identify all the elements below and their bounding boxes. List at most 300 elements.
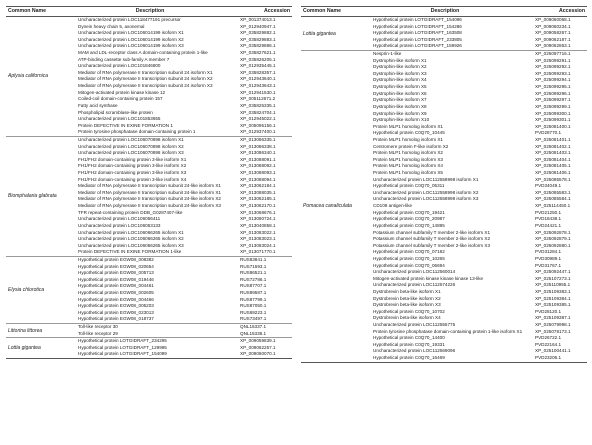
table-row xyxy=(301,117,587,124)
accession-cell: XP_005095156.1 xyxy=(240,122,276,128)
accession-cell: RUS87707.1 xyxy=(240,283,267,289)
table-row xyxy=(6,338,292,345)
accession-cell: RUS71593.1 xyxy=(240,263,267,269)
table-row xyxy=(301,37,587,44)
table-row xyxy=(6,96,292,103)
table-row xyxy=(301,296,587,303)
table-row xyxy=(301,51,587,58)
table-row xyxy=(301,144,587,151)
accession-cell: XP_013088092.1 xyxy=(240,163,276,169)
description-cell: Dystrobrevin beta-like isoform X3 xyxy=(373,302,441,308)
description-cell: Uncharacterized protein LOC101853655 xyxy=(78,116,161,122)
table-row xyxy=(301,236,587,243)
description-cell: Hypothetical protein C0Q70_20987 xyxy=(373,216,445,222)
accession-cell: RUS83841.1 xyxy=(240,256,267,262)
accession-cell: PVD23206.1 xyxy=(535,355,562,361)
accession-cell: XP_025099301.1 xyxy=(535,117,571,123)
description-cell: ATP-binding cassette sub-family A member 7 xyxy=(78,56,170,62)
species-name: Littorina littorea xyxy=(8,327,43,334)
description-cell: Uncharacterized protein LOC106014199 isoform X3 xyxy=(78,43,184,49)
accession-cell: XP_009060234.1 xyxy=(535,23,571,29)
table-row xyxy=(301,104,587,111)
description-cell: Hypothetical protein EGW08_002605 xyxy=(78,289,154,295)
description-cell: Dystrophin-like isoform X2 xyxy=(373,64,427,70)
table-row xyxy=(6,310,292,317)
description-cell: Uncharacterized protein LOC106056411 xyxy=(78,216,161,222)
header-accession: Accession xyxy=(559,8,585,14)
description-cell: Uncharacterized protein LOC112560014 xyxy=(373,269,456,275)
description-cell: Hypothetical protein LOTGIDRAFT_154096 xyxy=(373,17,462,22)
accession-cell: PVD24421.1 xyxy=(535,222,562,228)
accession-cell: XP_009060070.1 xyxy=(240,351,276,357)
species-name: Lottia gigantea xyxy=(8,345,41,352)
table-body xyxy=(6,17,292,359)
accession-cell: XP_025099300.1 xyxy=(535,110,571,116)
species-group xyxy=(6,137,292,257)
accession-cell: XP_035827621.1 xyxy=(240,50,276,56)
description-cell: Dystrobrevin beta-like isoform X1 xyxy=(373,288,441,294)
description-cell: Toll-like receptor 30 xyxy=(78,324,118,330)
accession-cell: XP_025081401.1 xyxy=(535,136,571,142)
table-row xyxy=(6,303,292,310)
accession-cell: XP_025092878.1 xyxy=(535,229,571,235)
table-row xyxy=(6,17,292,24)
species-group xyxy=(301,51,587,363)
table-row xyxy=(301,230,587,237)
table-row xyxy=(301,243,587,250)
description-cell: FH1/FH2 domain-containing protein 3-like isoform X2 xyxy=(78,163,187,169)
description-cell: Uncharacterized protein LOC112558998 isoform X1 xyxy=(373,176,479,182)
table-row xyxy=(301,130,587,137)
table-row xyxy=(6,137,292,144)
description-cell: Uncharacterized protein LOC112574226 xyxy=(373,282,456,288)
description-cell: Potassium channel subfamily T member 2-like isoform X3 xyxy=(373,242,491,248)
description-cell: Protein DEFECTIVE IN EXINE FORMATION 1 xyxy=(78,122,173,128)
accession-cell: RUS69223.1 xyxy=(240,309,267,315)
accession-cell: XP_025097716.1 xyxy=(535,51,571,57)
table-row xyxy=(301,210,587,217)
accession-cell: XP_025081404.1 xyxy=(535,156,571,162)
accession-cell: XP_012943640.1 xyxy=(240,76,276,82)
table-row xyxy=(301,302,587,309)
table-row xyxy=(301,97,587,104)
accession-cell: XP_013088094.1 xyxy=(240,176,276,182)
accession-cell: XP_012940947.1 xyxy=(240,23,276,29)
accession-cell: XP_025109385.1 xyxy=(535,302,571,308)
accession-cell: XP_035828357.1 xyxy=(240,69,276,75)
description-cell: Hypothetical protein C0Q70_05311 xyxy=(373,183,445,189)
description-cell: Dystrophin-like isoform X9 xyxy=(373,110,427,116)
description-cell: Mediator of RNA polymerase II transcription subunit 24 isoform X1 xyxy=(78,69,213,75)
accession-cell: XP_013062185.1 xyxy=(240,196,276,202)
accession-cell: XP_025092879.1 xyxy=(535,236,571,242)
description-cell: Uncharacterized protein LOC106070898 isoform X2 xyxy=(78,143,184,149)
accession-cell: XP_013086335.1 xyxy=(240,136,276,142)
table-row xyxy=(6,50,292,57)
accession-cell: XP_025078173.1 xyxy=(535,328,571,334)
accession-cell: PVD26722.1 xyxy=(535,335,562,341)
accession-cell: PVD22164.1 xyxy=(535,341,562,347)
description-cell: Dystrophin-like isoform X5 xyxy=(373,84,427,90)
description-cell: Dystrophin-like isoform X6 xyxy=(373,90,427,96)
description-cell: Hypothetical protein C0Q70_06694 xyxy=(373,262,445,268)
accession-cell: XP_025081402.1 xyxy=(535,143,571,149)
description-cell: Nesprin-1-like xyxy=(373,51,402,57)
description-cell: Hypothetical protein C0Q70_19331 xyxy=(373,341,445,347)
accession-cell: QNL15337.1 xyxy=(240,324,267,330)
description-cell: MAM and LDL-receptor class A domain-containing protein 1-like xyxy=(78,50,208,56)
table-row xyxy=(301,183,587,190)
accession-cell: PVD28120.1 xyxy=(535,308,562,314)
accession-cell: XP_025099293.1 xyxy=(535,70,571,76)
table-row xyxy=(301,157,587,164)
description-cell: Hypothetical protein LOTGIDRAFT_233805 xyxy=(373,36,462,42)
description-cell: Hypothetical protein LOTGIDRAFT_163508 xyxy=(373,30,462,36)
description-cell: Dystrophin-like isoform X3 xyxy=(373,70,427,76)
accession-cell: XP_025099297.1 xyxy=(535,97,571,103)
accession-cell: XP_013071770.1 xyxy=(240,249,276,255)
accession-cell: XP_013083024.1 xyxy=(240,242,276,248)
table-row xyxy=(6,351,292,358)
description-cell: Coiled-coil domain-containing protein 157 xyxy=(78,96,163,102)
accession-cell: XP_013088093.1 xyxy=(240,170,276,176)
table-row xyxy=(301,263,587,270)
table-row xyxy=(6,116,292,123)
table-row xyxy=(301,177,587,184)
accession-cell: XP_035829886.1 xyxy=(240,43,276,49)
accession-cell: XP_035825335.1 xyxy=(240,102,276,108)
description-cell: Hypothetical protein C0Q70_14400 xyxy=(373,335,445,341)
table-row xyxy=(301,17,587,24)
description-cell: Hypothetical protein EGW08_005203 xyxy=(78,303,154,309)
description-cell: Protein tyrosine phosphatase domain-containing protein 1 xyxy=(78,129,196,135)
table-row xyxy=(301,77,587,84)
table-row xyxy=(6,24,292,31)
header-description: Description xyxy=(135,8,165,14)
table-row xyxy=(6,177,292,184)
table-row xyxy=(6,30,292,37)
accession-cell: XP_013086340.1 xyxy=(240,150,276,156)
description-cell: Mediator of RNA polymerase II transcription subunit 24-like isoform X1 xyxy=(78,189,221,195)
table-row xyxy=(6,270,292,277)
table-row xyxy=(6,163,292,170)
description-cell: TFR repeat-containing protein DDB_G0287407-like xyxy=(78,209,183,215)
description-cell: Mediator of RNA polymerase II transcription subunit 24-like isoform X3 xyxy=(78,203,221,209)
accession-cell: XP_012935445.1 xyxy=(240,63,276,69)
table-row xyxy=(301,315,587,322)
accession-cell: XP_025107273.1 xyxy=(535,275,571,281)
table-row xyxy=(301,30,587,37)
table-row xyxy=(301,276,587,283)
description-cell: Hypothetical protein EGW08_019446 xyxy=(78,276,154,282)
description-cell: FH1/FH2 domain-containing protein 3-like isoform X3 xyxy=(78,170,187,176)
accession-cell: RUS73497.1 xyxy=(240,316,267,322)
description-cell: Hypothetical protein EGW08_004466 xyxy=(78,296,154,302)
accession-cell: XP_013068676.1 xyxy=(240,209,276,215)
species-group xyxy=(301,17,587,51)
table-row xyxy=(301,269,587,276)
accession-cell: XP_025110955.1 xyxy=(535,282,571,288)
description-cell: FH1/FH2 domain-containing protein 3-like isoform X4 xyxy=(78,176,187,182)
description-cell: Hypothetical protein EGW08_023013 xyxy=(78,309,154,315)
table-row xyxy=(6,331,292,338)
accession-cell: XP_013088091.1 xyxy=(240,156,276,162)
accession-cell: XP_013088035.1 xyxy=(240,189,276,195)
description-cell: Protein MLP1 homolog isoform X1 xyxy=(373,136,443,142)
description-cell: Mediator of RNA polymerase II transcription subunit 24 isoform X2 xyxy=(78,76,213,82)
species-group xyxy=(6,338,292,359)
accession-cell: XP_001374013.1 xyxy=(240,17,276,22)
table-row xyxy=(6,103,292,110)
accession-cell: XP_012937400.1 xyxy=(240,129,276,135)
description-cell: Hypothetical protein LOTGIDRAFT_154099 xyxy=(78,351,167,357)
description-cell: Uncharacterized protein LOC106014199 isoform X1 xyxy=(78,30,184,36)
accession-cell: XP_009062257.1 xyxy=(240,344,276,350)
table-row xyxy=(301,58,587,65)
table-row xyxy=(301,124,587,131)
accession-cell: XP_013083022.1 xyxy=(240,229,276,235)
description-cell: Dystrophin-like isoform X10 xyxy=(373,117,430,123)
accession-cell: XP_025085583.1 xyxy=(535,189,571,195)
table-row xyxy=(6,90,292,97)
description-cell: Hypothetical protein EGW08_008382 xyxy=(78,256,154,262)
accession-cell: XP_025099291.1 xyxy=(535,57,571,63)
table-row xyxy=(6,76,292,83)
table-row xyxy=(6,57,292,64)
description-cell: Uncharacterized protein LOC112555775 xyxy=(373,322,456,328)
accession-cell: QNL15338.1 xyxy=(240,330,267,336)
accession-cell: XP_025085584.1 xyxy=(535,196,571,202)
accession-cell: XP_025079998.1 xyxy=(535,322,571,328)
description-cell: Dystrophin-like isoform X1 xyxy=(373,57,427,63)
description-cell: Uncharacterized protein LOC101846800 xyxy=(78,63,161,69)
species-name: Lottia gigantea xyxy=(303,30,336,37)
table-row xyxy=(301,342,587,349)
table-row xyxy=(301,111,587,118)
accession-cell: XP_025092447.1 xyxy=(535,269,571,275)
description-cell: Hypothetical protein LOTGIDRAFT_129995 xyxy=(78,344,167,350)
table-row xyxy=(6,257,292,264)
description-cell: Protein MLP1 homolog isoform X2 xyxy=(373,150,443,156)
table-row xyxy=(301,329,587,336)
description-cell: Protein MLP1 homolog isoform X5 xyxy=(373,170,443,176)
table-row xyxy=(6,290,292,297)
table-row xyxy=(6,277,292,284)
accession-cell: PVD31284.1 xyxy=(535,249,562,255)
table-row xyxy=(301,249,587,256)
description-cell: Hypothetical protein C0Q70_19421 xyxy=(373,209,445,215)
header-description: Description xyxy=(430,8,460,14)
accession-cell: PVD31767.1 xyxy=(535,262,562,268)
accession-cell: XP_009060068.1 xyxy=(535,17,571,22)
description-cell: Hypothetical protein EGW08_018737 xyxy=(78,316,154,322)
accession-cell: PVD21250.1 xyxy=(535,209,562,215)
accession-cell: XP_013062184.1 xyxy=(240,183,276,189)
accession-cell: XP_009059839.1 xyxy=(240,338,276,344)
description-cell: Toll-like receptor 29 xyxy=(78,330,118,336)
table-row xyxy=(301,282,587,289)
table-row xyxy=(301,24,587,31)
table-row xyxy=(301,196,587,203)
description-cell: Fatty acid synthase xyxy=(78,102,118,108)
table-row xyxy=(6,264,292,271)
description-cell: Phospholipid scramblase-like protein xyxy=(78,109,153,115)
species-name: Elysia chlorotica xyxy=(8,286,45,293)
accession-cell: XP_013040858.1 xyxy=(240,222,276,228)
table-row xyxy=(6,123,292,130)
table-row xyxy=(301,289,587,296)
accession-cell: XP_025114450.1 xyxy=(535,203,571,209)
accession-cell: XP_025099295.1 xyxy=(535,84,571,90)
header-common-name: Common Name xyxy=(8,8,47,14)
description-cell: Hypothetical protein EGW08_020654 xyxy=(78,263,154,269)
description-cell: Protein MLP1 homolog isoform X3 xyxy=(373,156,443,162)
description-cell: Hypothetical protein LOTGIDRAFT_159926 xyxy=(373,43,462,49)
accession-cell: PVD30989.1 xyxy=(535,255,562,261)
table-row xyxy=(6,324,292,331)
description-cell: Hypothetical protein C0Q70_10702 xyxy=(373,308,445,314)
description-cell: Hypothetical protein EGW08_005713 xyxy=(78,270,154,276)
table-row xyxy=(6,236,292,243)
table-row xyxy=(6,83,292,90)
table-row xyxy=(301,64,587,71)
table-row xyxy=(6,43,292,50)
table-row xyxy=(6,63,292,70)
table-row xyxy=(6,196,292,203)
table-row xyxy=(6,157,292,164)
description-cell: Mediator of RNA polymerase II transcription subunit 24-like isoform X2 xyxy=(78,196,221,202)
description-cell: Mediator of RNA polymerase II transcription subunit 24-like isoform X1 xyxy=(78,183,221,189)
header-common-name: Common Name xyxy=(303,8,342,14)
table-row xyxy=(301,190,587,197)
table-row xyxy=(301,71,587,78)
accession-cell: PVD34049.1 xyxy=(535,183,562,189)
species-name: Biomphalaria glabrata xyxy=(8,193,57,200)
table-row xyxy=(301,309,587,316)
description-cell: Uncharacterized protein LOC118477191 precursor xyxy=(78,17,181,22)
description-cell: Uncharacterized protein LOC106014199 isoform X2 xyxy=(78,36,184,42)
description-cell: Uncharacterized protein LOC106066265 isoform X3 xyxy=(78,242,184,248)
table-row xyxy=(6,110,292,117)
description-cell: Hypothetical protein LOTGIDRAFT_234295 xyxy=(78,338,167,344)
description-cell: Protein MLP1 homolog isoform X4 xyxy=(373,163,443,169)
table-row xyxy=(301,223,587,230)
description-cell: Uncharacterized protein LOC112558998 isoform X2 xyxy=(373,189,479,195)
description-cell: Mediator of RNA polymerase II transcription subunit 24 isoform X3 xyxy=(78,83,213,89)
accession-cell: XP_012943643.1 xyxy=(240,83,276,89)
accession-cell: XP_025085578.1 xyxy=(535,176,571,182)
description-cell: Dystrophin-like isoform X4 xyxy=(373,77,427,83)
table-row xyxy=(6,144,292,151)
table-row xyxy=(301,84,587,91)
table-row xyxy=(6,223,292,230)
species-name: Aplysia californica xyxy=(8,73,49,80)
table-row xyxy=(6,283,292,290)
table-row xyxy=(301,137,587,144)
table-header xyxy=(6,6,292,17)
header-accession: Accession xyxy=(264,8,290,14)
accession-cell: PVD18438.1 xyxy=(535,216,562,222)
table-row xyxy=(6,210,292,217)
accession-cell: XP_035829883.1 xyxy=(240,36,276,42)
accession-cell: XP_009058267.1 xyxy=(535,30,571,36)
table-row xyxy=(301,170,587,177)
description-cell: Uncharacterized protein LOC106053133 xyxy=(78,222,161,228)
table-row xyxy=(6,183,292,190)
table-row xyxy=(6,216,292,223)
accession-cell: XP_025109384.1 xyxy=(535,295,571,301)
description-cell: Protein MLP1 homolog isoform X1 xyxy=(373,123,443,129)
accession-cell: XP_013083023.1 xyxy=(240,236,276,242)
accession-cell: RUS72786.1 xyxy=(240,276,267,282)
table-row xyxy=(6,37,292,44)
description-cell: Dystrophin-like isoform X8 xyxy=(373,103,427,109)
description-cell: Protein DEFECTIVE IN EXINE FORMATION 1-like xyxy=(78,249,182,255)
table-row xyxy=(301,335,587,342)
description-cell: Protein tyrosine phosphatase domain-containing protein 1-like isoform X1 xyxy=(373,328,523,334)
accession-cell: XP_013060724.1 xyxy=(240,216,276,222)
accession-cell: XP_035824704.1 xyxy=(240,109,276,115)
description-cell: Uncharacterized protein LOC106070898 isoform X1 xyxy=(78,136,184,142)
description-cell: Hypothetical protein C0Q70_10445 xyxy=(373,130,445,136)
table-row xyxy=(6,129,292,136)
accession-cell: XP_025081400.1 xyxy=(535,123,571,129)
table-row xyxy=(301,355,587,362)
accession-cell: XP_025081406.1 xyxy=(535,170,571,176)
accession-cell: XP_025109383.1 xyxy=(535,288,571,294)
description-cell: Hypothetical protein C0Q70_16469 xyxy=(373,355,445,361)
accession-cell: RUS87050.1 xyxy=(240,303,267,309)
species-name: Pomacea canaliculata xyxy=(303,203,352,210)
table-right xyxy=(301,6,587,363)
description-cell: Dystrobrevin beta-like isoform X4 xyxy=(373,315,441,321)
description-cell: Uncharacterized protein LOC106066265 isoform X2 xyxy=(78,236,184,242)
table-row xyxy=(6,297,292,304)
table-row xyxy=(6,316,292,323)
description-cell: Potassium channel subfamily T member 2-like isoform X1 xyxy=(373,229,491,235)
table-row xyxy=(6,150,292,157)
accession-cell: XP_025081405.1 xyxy=(535,163,571,169)
table-row xyxy=(6,345,292,352)
table-row xyxy=(301,348,587,355)
table-row xyxy=(6,170,292,177)
table-row xyxy=(6,249,292,256)
accession-cell: XP_035826205.1 xyxy=(240,56,276,62)
description-cell: Hypothetical protein C0Q70_14895 xyxy=(373,222,445,228)
description-cell: CD109 antigen-like xyxy=(373,203,413,209)
accession-cell: XP_025081403.1 xyxy=(535,150,571,156)
accession-cell: XP_009062187.1 xyxy=(535,36,571,42)
accession-cell: XP_025099292.1 xyxy=(535,64,571,70)
table-left xyxy=(6,6,292,359)
description-cell: Dystrobrevin beta-like isoform X2 xyxy=(373,295,441,301)
accession-cell: XP_013062170.1 xyxy=(240,203,276,209)
description-cell: Hypothetical protein LOTGIDRAFT_154286 xyxy=(373,23,462,29)
accession-cell: PVD28770.1 xyxy=(535,130,562,136)
accession-cell: XP_025100441.1 xyxy=(535,348,571,354)
table-row xyxy=(6,243,292,250)
description-cell: Uncharacterized protein LOC112569096 xyxy=(373,348,456,354)
accession-cell: XP_009062863.1 xyxy=(535,43,571,49)
accession-cell: XP_012945022.1 xyxy=(240,116,276,122)
description-cell: Uncharacterized protein LOC112558998 isoform X3 xyxy=(373,196,479,202)
description-cell: Uncharacterized protein LOC106066265 isoform X1 xyxy=(78,229,184,235)
accession-cell: RUS89587.1 xyxy=(240,289,267,295)
description-cell: Dynein heavy chain 5, axonemal xyxy=(78,23,145,29)
description-cell: Hypothetical protein C0Q70_07182 xyxy=(373,249,445,255)
table-row xyxy=(301,163,587,170)
accession-cell: XP_025099299.1 xyxy=(535,103,571,109)
